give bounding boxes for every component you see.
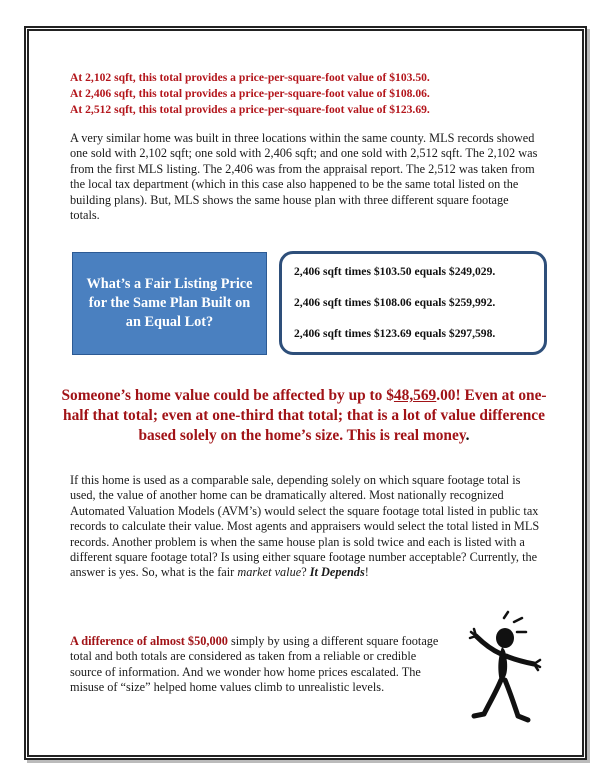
- paragraph3-text: simply by using a different square footage total and both totals are considered as taken from a reliable or credible source of information. And we wonder how home prices escalated. The misuse of “size” helped home values climb to unrealistic levels.: [70, 634, 439, 695]
- headline-before: Someone’s home value could be affected by up to $: [61, 387, 394, 404]
- callout-question-text: What’s a Fair Listing Price for the Same Plan Built on an Equal Lot?: [86, 276, 253, 330]
- headline-after: .00! Even at one-half that total; even at one-third that total; that is a lot of value difference based solely on the home’s size. This is real money: [63, 387, 547, 444]
- calculation-line: 2,406 sqft times $123.69 equals $297,598.: [294, 327, 496, 340]
- comparable-sale-paragraph: [70, 473, 544, 581]
- price-line: At 2,512 sqft, this total provides a price-per-square-foot value of $123.69.: [70, 103, 430, 116]
- headline-statement: [56, 386, 552, 446]
- it-depends-bold: It Depends: [309, 565, 365, 580]
- callout-question-box: [72, 252, 267, 355]
- price-line: At 2,102 sqft, this total provides a price-per-square-foot value of $103.50.: [70, 71, 430, 84]
- paragraph2-text: If this home is used as a comparable sale, depending solely on which square footage total is used, the value of another home can be dramatically altered. Most nationally recognized Automated Valuation Models (AVM’s) would select the square footage total listed in public tax records to calculate their value. Most agents and appraisers would select the total listed in MLS records. Another problem is when the same house plan is sold twice and each is listed with a different square footage total? Is using either square footage number acceptable? Currently, the answer is yes. So, what is the fair: [70, 473, 540, 580]
- calculation-line: 2,406 sqft times $108.06 equals $259,992.: [294, 296, 496, 309]
- paragraph2-q: ?: [301, 565, 310, 580]
- difference-paragraph: [70, 634, 450, 696]
- market-value-italic: market value: [237, 565, 302, 580]
- calculation-line: 2,406 sqft times $103.50 equals $249,029.: [294, 265, 496, 278]
- calculation-box: [279, 251, 547, 355]
- stick-figure-exclaiming-icon: [462, 610, 544, 730]
- price-line: At 2,406 sqft, this total provides a price-per-square-foot value of $108.06.: [70, 87, 430, 100]
- headline-end: .: [465, 427, 470, 444]
- intro-paragraph: A very similar home was built in three locations within the same county. MLS records showed one sold with 2,102 sqft; one sold with 2,406 sqft; and one sold with 2,512 sqft. The 2,102 was from the first MLS listing. The 2,406 was from the appraisal report. The 2,512 was taken from the local tax department (which in this case also happened to be the same total listed on the building plans). But, MLS shows the same house plan with three different square footage totals.: [70, 131, 538, 223]
- paragraph2-end: !: [364, 565, 369, 580]
- headline-amount: 48,569: [393, 387, 437, 404]
- difference-emphasis: A difference of almost $50,000: [70, 634, 228, 648]
- price-per-sqft-lines: [70, 70, 540, 118]
